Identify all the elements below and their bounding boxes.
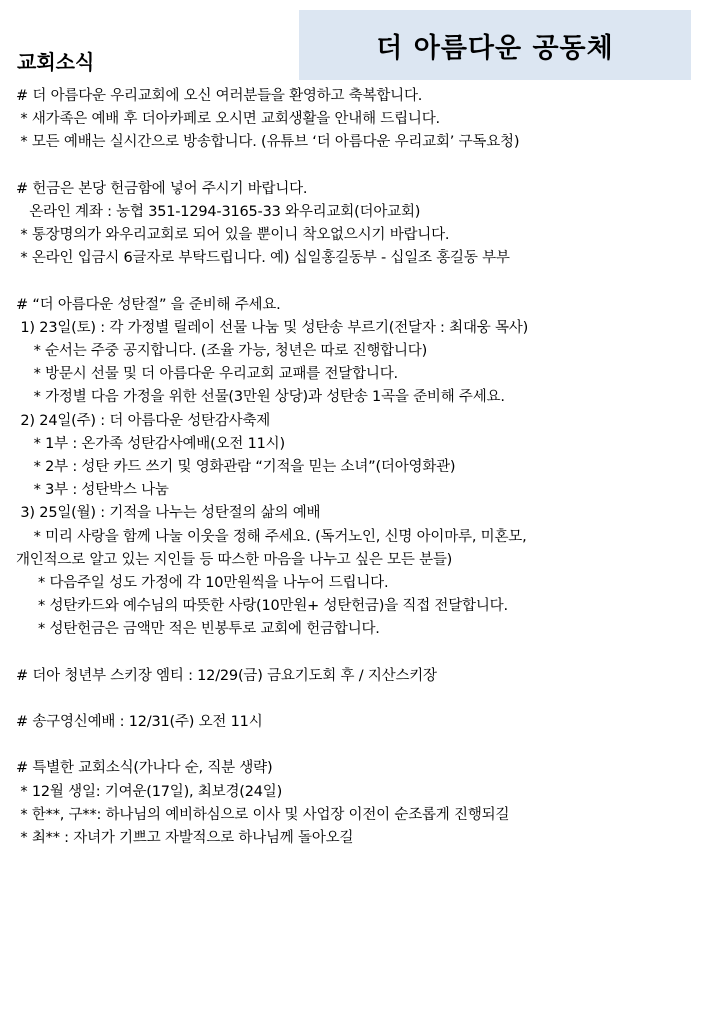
news-line: * 새가족은 예배 후 더아카페로 오시면 교회생활을 안내해 드립니다. xyxy=(16,111,440,128)
page-title: 더 아름다운 공동체 xyxy=(376,32,614,64)
news-line: # “더 아름다운 성탄절” 을 준비해 주세요. xyxy=(16,296,281,313)
news-line: * 다음주일 성도 가정에 각 10만원씩을 나누어 드립니다. xyxy=(16,574,389,591)
news-line: * 한**, 구**: 하나님의 예비하심으로 이사 및 사업장 이전이 순조롭게 진행되길 xyxy=(16,806,510,823)
news-line: # 헌금은 본당 헌금함에 넣어 주시기 바랍니다. xyxy=(16,180,308,197)
news-line: 온라인 계좌 : 농협 351-1294-3165-33 와우리교회(더아교회) xyxy=(16,203,421,220)
news-line: * 통장명의가 와우리교회로 되어 있을 뿐이니 착오없으시기 바랍니다. xyxy=(16,227,450,244)
news-line: 2) 24일(주) : 더 아름다운 성탄감사축제 xyxy=(16,412,271,429)
news-line: * 3부 : 성탄박스 나눔 xyxy=(16,482,169,499)
news-line: * 온라인 입금시 6글자로 부탁드립니다. 예) 십일홍길동부 - 십일조 홍길동 부부 xyxy=(16,250,510,267)
blank-line xyxy=(16,734,696,757)
news-body xyxy=(16,85,696,850)
news-line: # 더 아름다운 우리교회에 오신 여러분들을 환영하고 축복합니다. xyxy=(16,88,423,104)
blank-line xyxy=(16,642,696,665)
blank-line xyxy=(16,155,696,178)
news-line: * 성탄카드와 예수님의 따뜻한 사랑(10만원+ 성탄헌금)을 직접 전달합니다. xyxy=(16,598,508,615)
news-line: 3) 25일(월) : 기적을 나누는 성탄절의 삶의 예배 xyxy=(16,505,321,522)
news-line: * 순서는 주중 공지합니다. (조율 가능, 청년은 따로 진행합니다) xyxy=(16,343,428,360)
news-line: # 송구영신예배 : 12/31(주) 오전 11시 xyxy=(16,714,263,731)
news-line: 1) 23일(토) : 각 가정별 릴레이 선물 나눔 및 성탄송 부르기(전달자 : 최대웅 목사) xyxy=(16,319,529,336)
header-banner xyxy=(299,10,691,80)
news-line: * 12월 생일: 기여운(17일), 최보경(24일) xyxy=(16,783,283,800)
news-line: # 더아 청년부 스키장 엠티 : 12/29(금) 금요기도회 후 / 지산스키장 xyxy=(16,667,437,684)
news-line: * 성탄헌금은 금액만 적은 빈봉투로 교회에 헌금합니다. xyxy=(16,621,380,638)
news-line: 개인적으로 알고 있는 지인들 등 따스한 마음을 나누고 싶은 모든 분들) xyxy=(16,551,453,568)
news-line: * 가정별 다음 가정을 위한 선물(3만원 상당)과 성탄송 1곡을 준비해 주세요. xyxy=(16,389,505,406)
news-line: * 방문시 선물 및 더 아름다운 우리교회 교패를 전달합니다. xyxy=(16,366,398,383)
news-line: # 특별한 교회소식(가나다 순, 직분 생략) xyxy=(16,760,273,777)
section-heading: 교회소식 xyxy=(17,50,95,74)
news-line: * 최** : 자녀가 기쁘고 자발적으로 하나님께 돌아오길 xyxy=(16,830,354,846)
news-line: * 1부 : 온가족 성탄감사예배(오전 11시) xyxy=(16,435,285,452)
news-line: * 미리 사랑을 함께 나눌 이웃을 정해 주세요. (독거노인, 신명 아이마루, 미혼모, xyxy=(16,528,527,545)
news-line: * 2부 : 성탄 카드 쓰기 및 영화관람 “기적을 믿는 소녀”(더아영화관) xyxy=(16,459,456,475)
blank-line xyxy=(16,271,696,294)
news-line: * 모든 예배는 실시간으로 방송합니다. (유튜브 ‘더 아름다운 우리교회’ 구독요청) xyxy=(16,134,520,151)
blank-line xyxy=(16,688,696,711)
